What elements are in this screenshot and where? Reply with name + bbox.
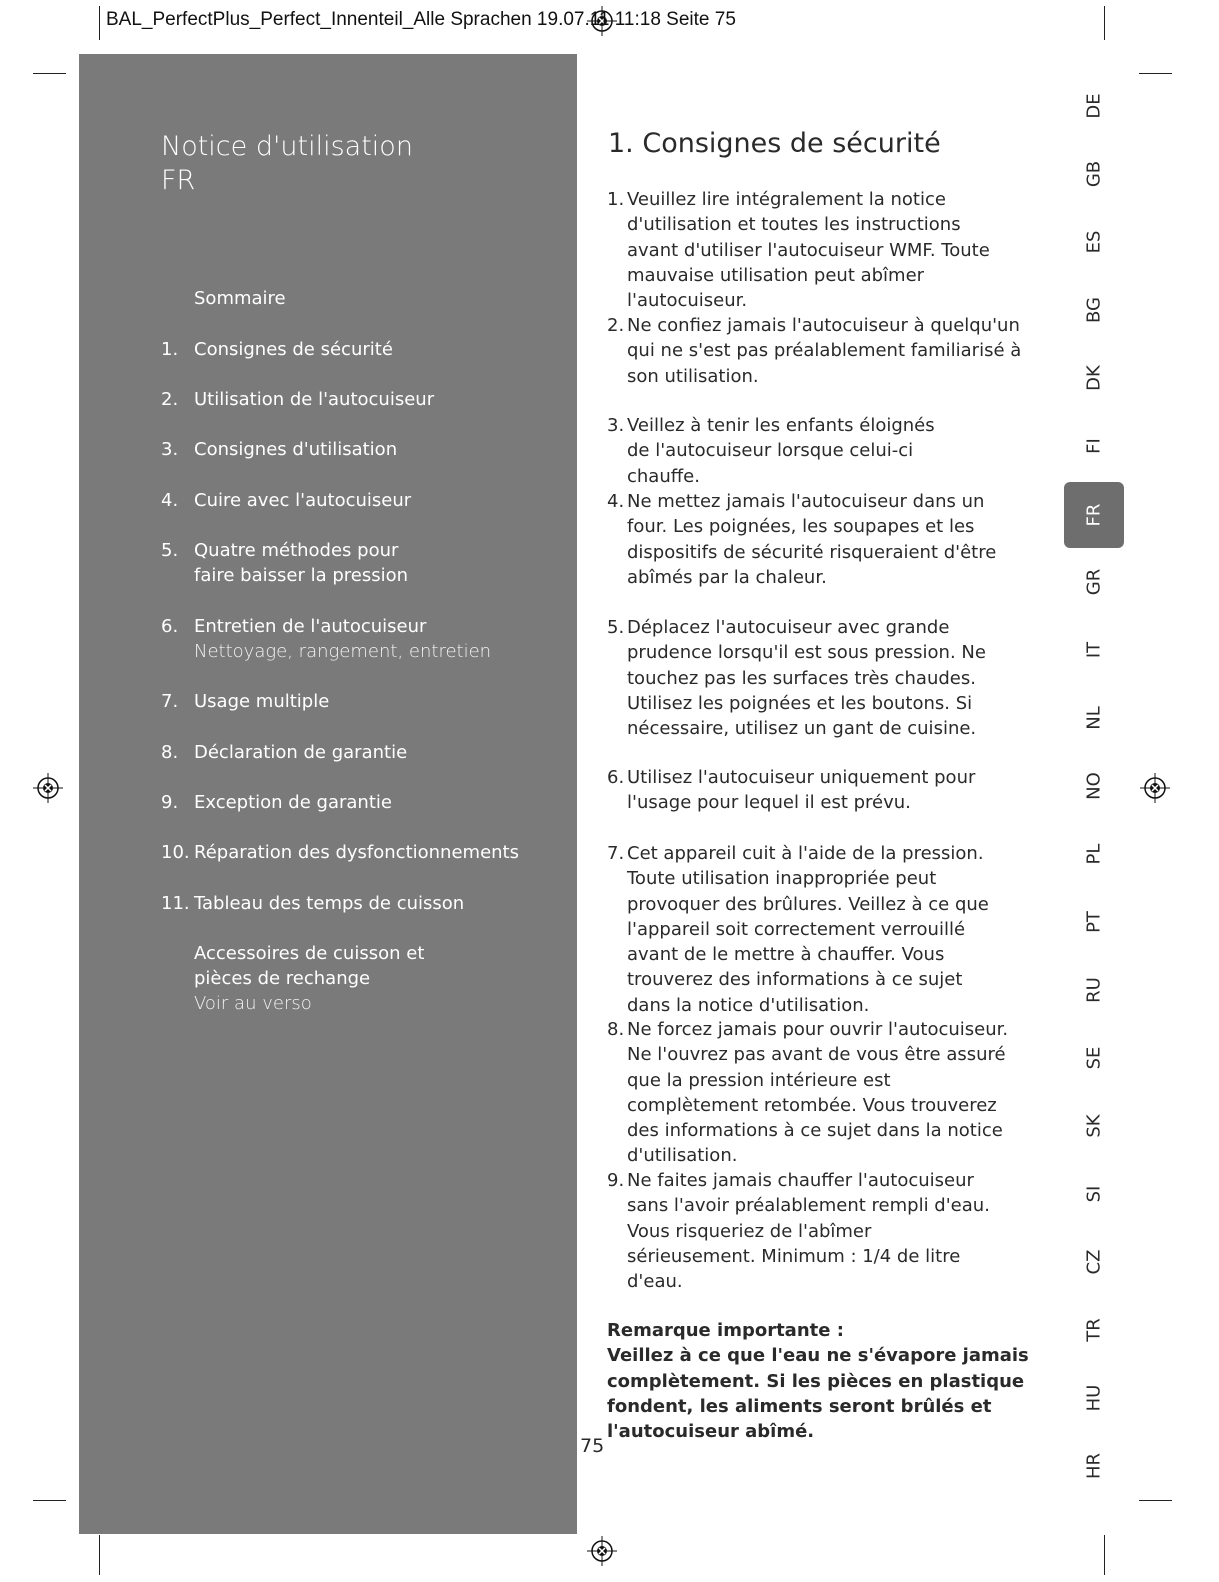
language-tab-si[interactable]: SI	[1083, 1185, 1105, 1203]
note-text: Veillez à ce que l'eau ne s'évapore jamais complètement. Si les pièces en plastique fondent, les aliments seront brûlés et l'autocuiseur abîmé.	[607, 1345, 1029, 1443]
language-tab-sk[interactable]: SK	[1083, 1114, 1105, 1138]
page-number: 75	[580, 1435, 605, 1457]
language-tab-pl[interactable]: PL	[1083, 843, 1105, 865]
safety-item: 2. Ne confiez jamais l'autocuiseur à quelqu'un qui ne s'est pas préalablement familiarisé à son utilisation.	[607, 315, 1022, 387]
language-tab-tr[interactable]: TR	[1083, 1318, 1105, 1342]
toc-item-subtitle: Nettoyage, rangement, entretien	[194, 641, 492, 662]
section-title: 1. Consignes de sécurité	[608, 128, 941, 159]
crop-mark	[1139, 1500, 1172, 1501]
language-tab-dk[interactable]: DK	[1083, 365, 1105, 391]
language-tab-hr[interactable]: HR	[1083, 1452, 1105, 1480]
important-note	[607, 1318, 1037, 1444]
language-tab-it[interactable]: IT	[1083, 641, 1105, 659]
crop-mark	[99, 6, 100, 40]
file-slug: BAL_PerfectPlus_Perfect_Innenteil_Alle Sprachen 19.07.11 11:18 Seite 75	[106, 9, 736, 30]
sidebar-language-code: FR	[161, 165, 196, 196]
language-tab-gr[interactable]: GR	[1083, 568, 1105, 596]
language-tab-fi[interactable]: FI	[1083, 438, 1105, 454]
sidebar-title: Notice d'utilisation	[161, 131, 413, 162]
sidebar-title-block	[161, 130, 413, 198]
toc-item-label: Entretien de l'autocuiseur	[194, 616, 427, 637]
language-tab-ru[interactable]: RU	[1083, 977, 1105, 1003]
registration-mark-icon	[33, 773, 63, 803]
safety-item: 6. Utilisez l'autocuiseur uniquement pour l'usage pour lequel il est prévu.	[607, 767, 976, 814]
crop-mark	[1104, 1535, 1105, 1575]
toc-item-subtitle: Voir au verso	[194, 993, 312, 1014]
language-tab-pt[interactable]: PT	[1083, 911, 1105, 933]
note-heading: Remarque importante :	[607, 1320, 844, 1341]
registration-mark-icon	[587, 1536, 617, 1566]
safety-item: 9. Ne faites jamais chauffer l'autocuiseur sans l'avoir préalablement rempli d'eau. Vous risqueriez de l'abîmer sérieusement. Minimum : 1/4 de litre d'eau.	[607, 1170, 990, 1293]
language-tab-es[interactable]: ES	[1083, 230, 1105, 254]
language-tab-fr[interactable]: FR	[1064, 482, 1124, 548]
language-tab-se[interactable]: SE	[1083, 1046, 1105, 1070]
language-tab-de[interactable]: DE	[1083, 93, 1105, 119]
crop-mark	[1104, 6, 1105, 40]
toc-item-label: Accessoires de cuisson et pièces de rechange	[194, 943, 425, 989]
safety-item: 3. Veillez à tenir les enfants éloignés de l'autocuiseur lorsque celui-ci chauffe.	[607, 415, 935, 487]
language-tab-bg[interactable]: BG	[1083, 297, 1105, 323]
crop-mark	[99, 1535, 100, 1575]
safety-item: 1. Veuillez lire intégralement la notice d'utilisation et toutes les instructions avant d'utiliser l'autocuiseur WMF. Toute mauvaise utilisation peut abîmer l'autocuiseur.	[607, 189, 990, 312]
registration-mark-icon	[1140, 773, 1170, 803]
language-tab-hu[interactable]: HU	[1083, 1384, 1105, 1412]
crop-mark	[1139, 73, 1172, 74]
safety-item: 4. Ne mettez jamais l'autocuiseur dans un four. Les poignées, les soupapes et les dispositifs de sécurité risqueraient d'être abîmés par la chaleur.	[607, 491, 997, 588]
safety-item: 8. Ne forcez jamais pour ouvrir l'autocuiseur. Ne l'ouvrez pas avant de vous être assuré que la pression intérieure est complètement retombée. Vous trouverez des informations à ce sujet dans la notice d'utilisation.	[607, 1019, 1009, 1167]
safety-item: 5. Déplacez l'autocuiseur avec grande prudence lorsqu'il est sous pression. Ne touchez pas les surfaces très chaudes. Utilisez les poignées et les boutons. Si nécessaire, utilisez un gant de cuisine.	[607, 617, 986, 740]
crop-mark	[33, 73, 66, 74]
language-tab-nl[interactable]: NL	[1083, 706, 1105, 730]
crop-mark	[33, 1500, 66, 1501]
language-tab-no[interactable]: NO	[1083, 772, 1105, 800]
language-tab-cz[interactable]: CZ	[1083, 1249, 1105, 1275]
safety-item: 7. Cet appareil cuit à l'aide de la pression. Toute utilisation inappropriée peut provoquer des brûlures. Veillez à ce que l'appareil soit correctement verrouillé avant de le mettre à chauffer. Vous trouverez des informations à ce sujet dans la notice d'utilisation.	[607, 843, 989, 1016]
language-tab-gb[interactable]: GB	[1083, 160, 1105, 188]
